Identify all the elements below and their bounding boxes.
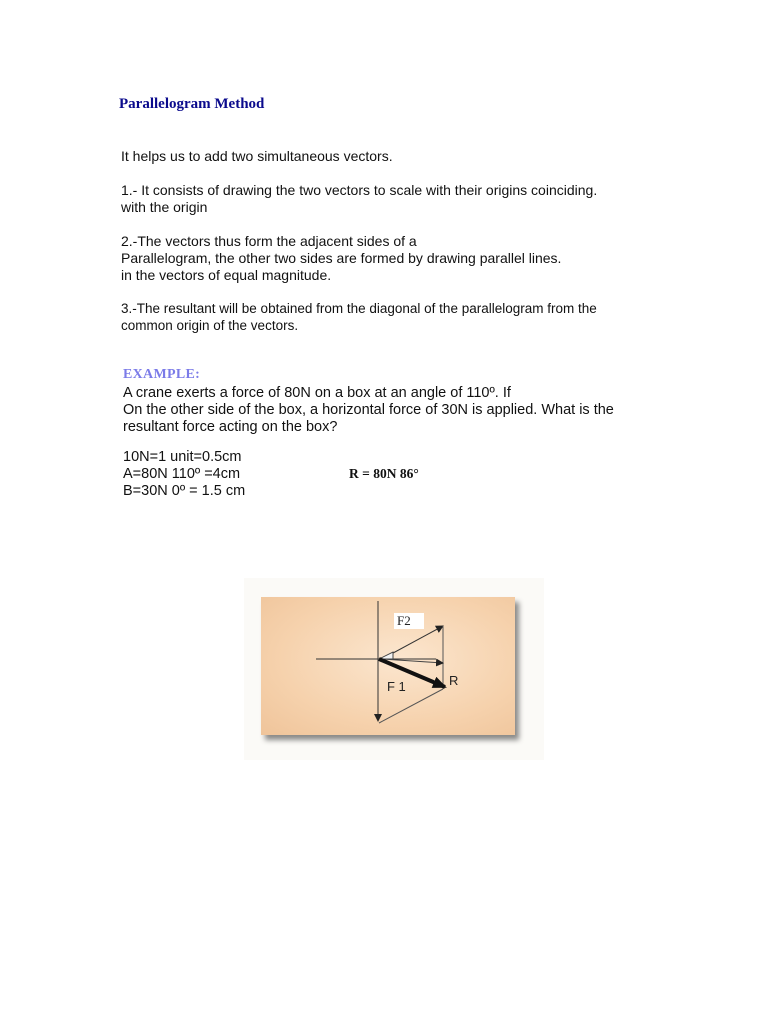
step-2: [121, 233, 561, 284]
step-2-line-3: in the vectors of equal magnitude.: [121, 267, 332, 283]
intro-text: It helps us to add two simultaneous vectors.: [121, 148, 393, 164]
f2-label: F2: [397, 613, 411, 628]
step-1-line-2: with the origin: [121, 199, 208, 215]
step-3-line-2: common origin of the vectors.: [121, 318, 299, 333]
step-2-line-1: 2.-The vectors thus form the adjacent sides of a: [121, 233, 417, 249]
example-problem: [123, 385, 614, 436]
problem-line-2: On the other side of the box, a horizontal force of 30N is applied. What is the: [123, 402, 614, 418]
step-3-line-1: 3.-The resultant will be obtained from the diagonal of the parallelogram from the: [121, 301, 597, 316]
r-label: R: [449, 673, 459, 688]
vector-a-line: A=80N 110º =4cm: [123, 466, 241, 482]
vector-b-line: B=30N 0º = 1.5 cm: [123, 483, 246, 499]
vector-diagram: [261, 597, 515, 735]
step-3: [121, 300, 597, 334]
parallel-line-bottom: [379, 689, 443, 723]
step-2-line-2: Parallelogram, the other two sides are formed by drawing parallel lines.: [121, 250, 562, 266]
result-text: R = 80N 86°: [349, 466, 419, 481]
example-heading: EXAMPLE:: [123, 367, 201, 382]
problem-line-3: resultant force acting on the box?: [123, 419, 338, 435]
scale-line: 10N=1 unit=0.5cm: [123, 449, 242, 465]
step-1: [121, 182, 597, 216]
f1-label: F 1: [387, 679, 406, 694]
step-1-line-1: 1.- It consists of drawing the two vectors to scale with their origins coinciding.: [121, 182, 598, 198]
problem-line-1: A crane exerts a force of 80N on a box at an angle of 110º. If: [123, 385, 511, 401]
example-data: [123, 449, 245, 500]
parallelogram-figure: [261, 597, 515, 735]
page-title: Parallelogram Method: [119, 96, 265, 112]
